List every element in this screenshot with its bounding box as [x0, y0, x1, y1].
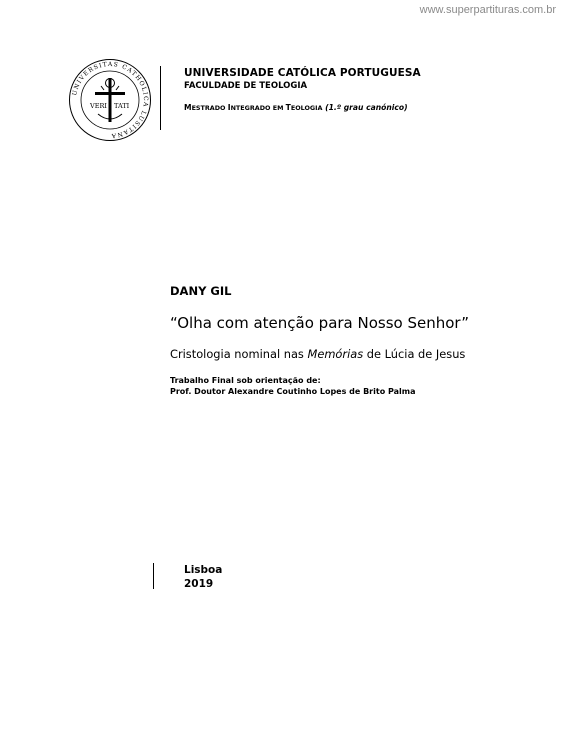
thesis-subtitle: Cristologia nominal nas Memórias de Lúcia de Jesus	[170, 347, 466, 361]
author-name: DANY GIL	[170, 284, 232, 298]
seal-motto-right: TATI	[114, 102, 130, 110]
supervision-info	[170, 375, 416, 397]
city: Lisboa	[184, 564, 223, 576]
seal-ring-text: UNIVERSITAS CATHOLICA LUSITANA	[71, 60, 150, 140]
thesis-title: “Olha com atenção para Nosso Senhor”	[170, 314, 469, 332]
header-divider	[160, 66, 161, 130]
footer-divider	[153, 563, 154, 589]
university-seal-icon	[68, 58, 152, 142]
watermark-url: www.superpartituras.com.br	[419, 4, 556, 16]
degree-name: MESTRADO INTEGRADO EM TEOLOGIA (1.º grau canónico)	[184, 103, 408, 112]
supervisor-name: Prof. Doutor Alexandre Coutinho Lopes de Brito Palma	[170, 387, 416, 396]
seal-motto-left: VERI	[90, 102, 107, 110]
supervision-label: Trabalho Final sob orientação de:	[170, 376, 321, 385]
year: 2019	[184, 578, 214, 590]
university-name: UNIVERSIDADE CATÓLICA PORTUGUESA	[184, 67, 421, 79]
faculty-name: FACULDADE DE TEOLOGIA	[184, 81, 308, 91]
